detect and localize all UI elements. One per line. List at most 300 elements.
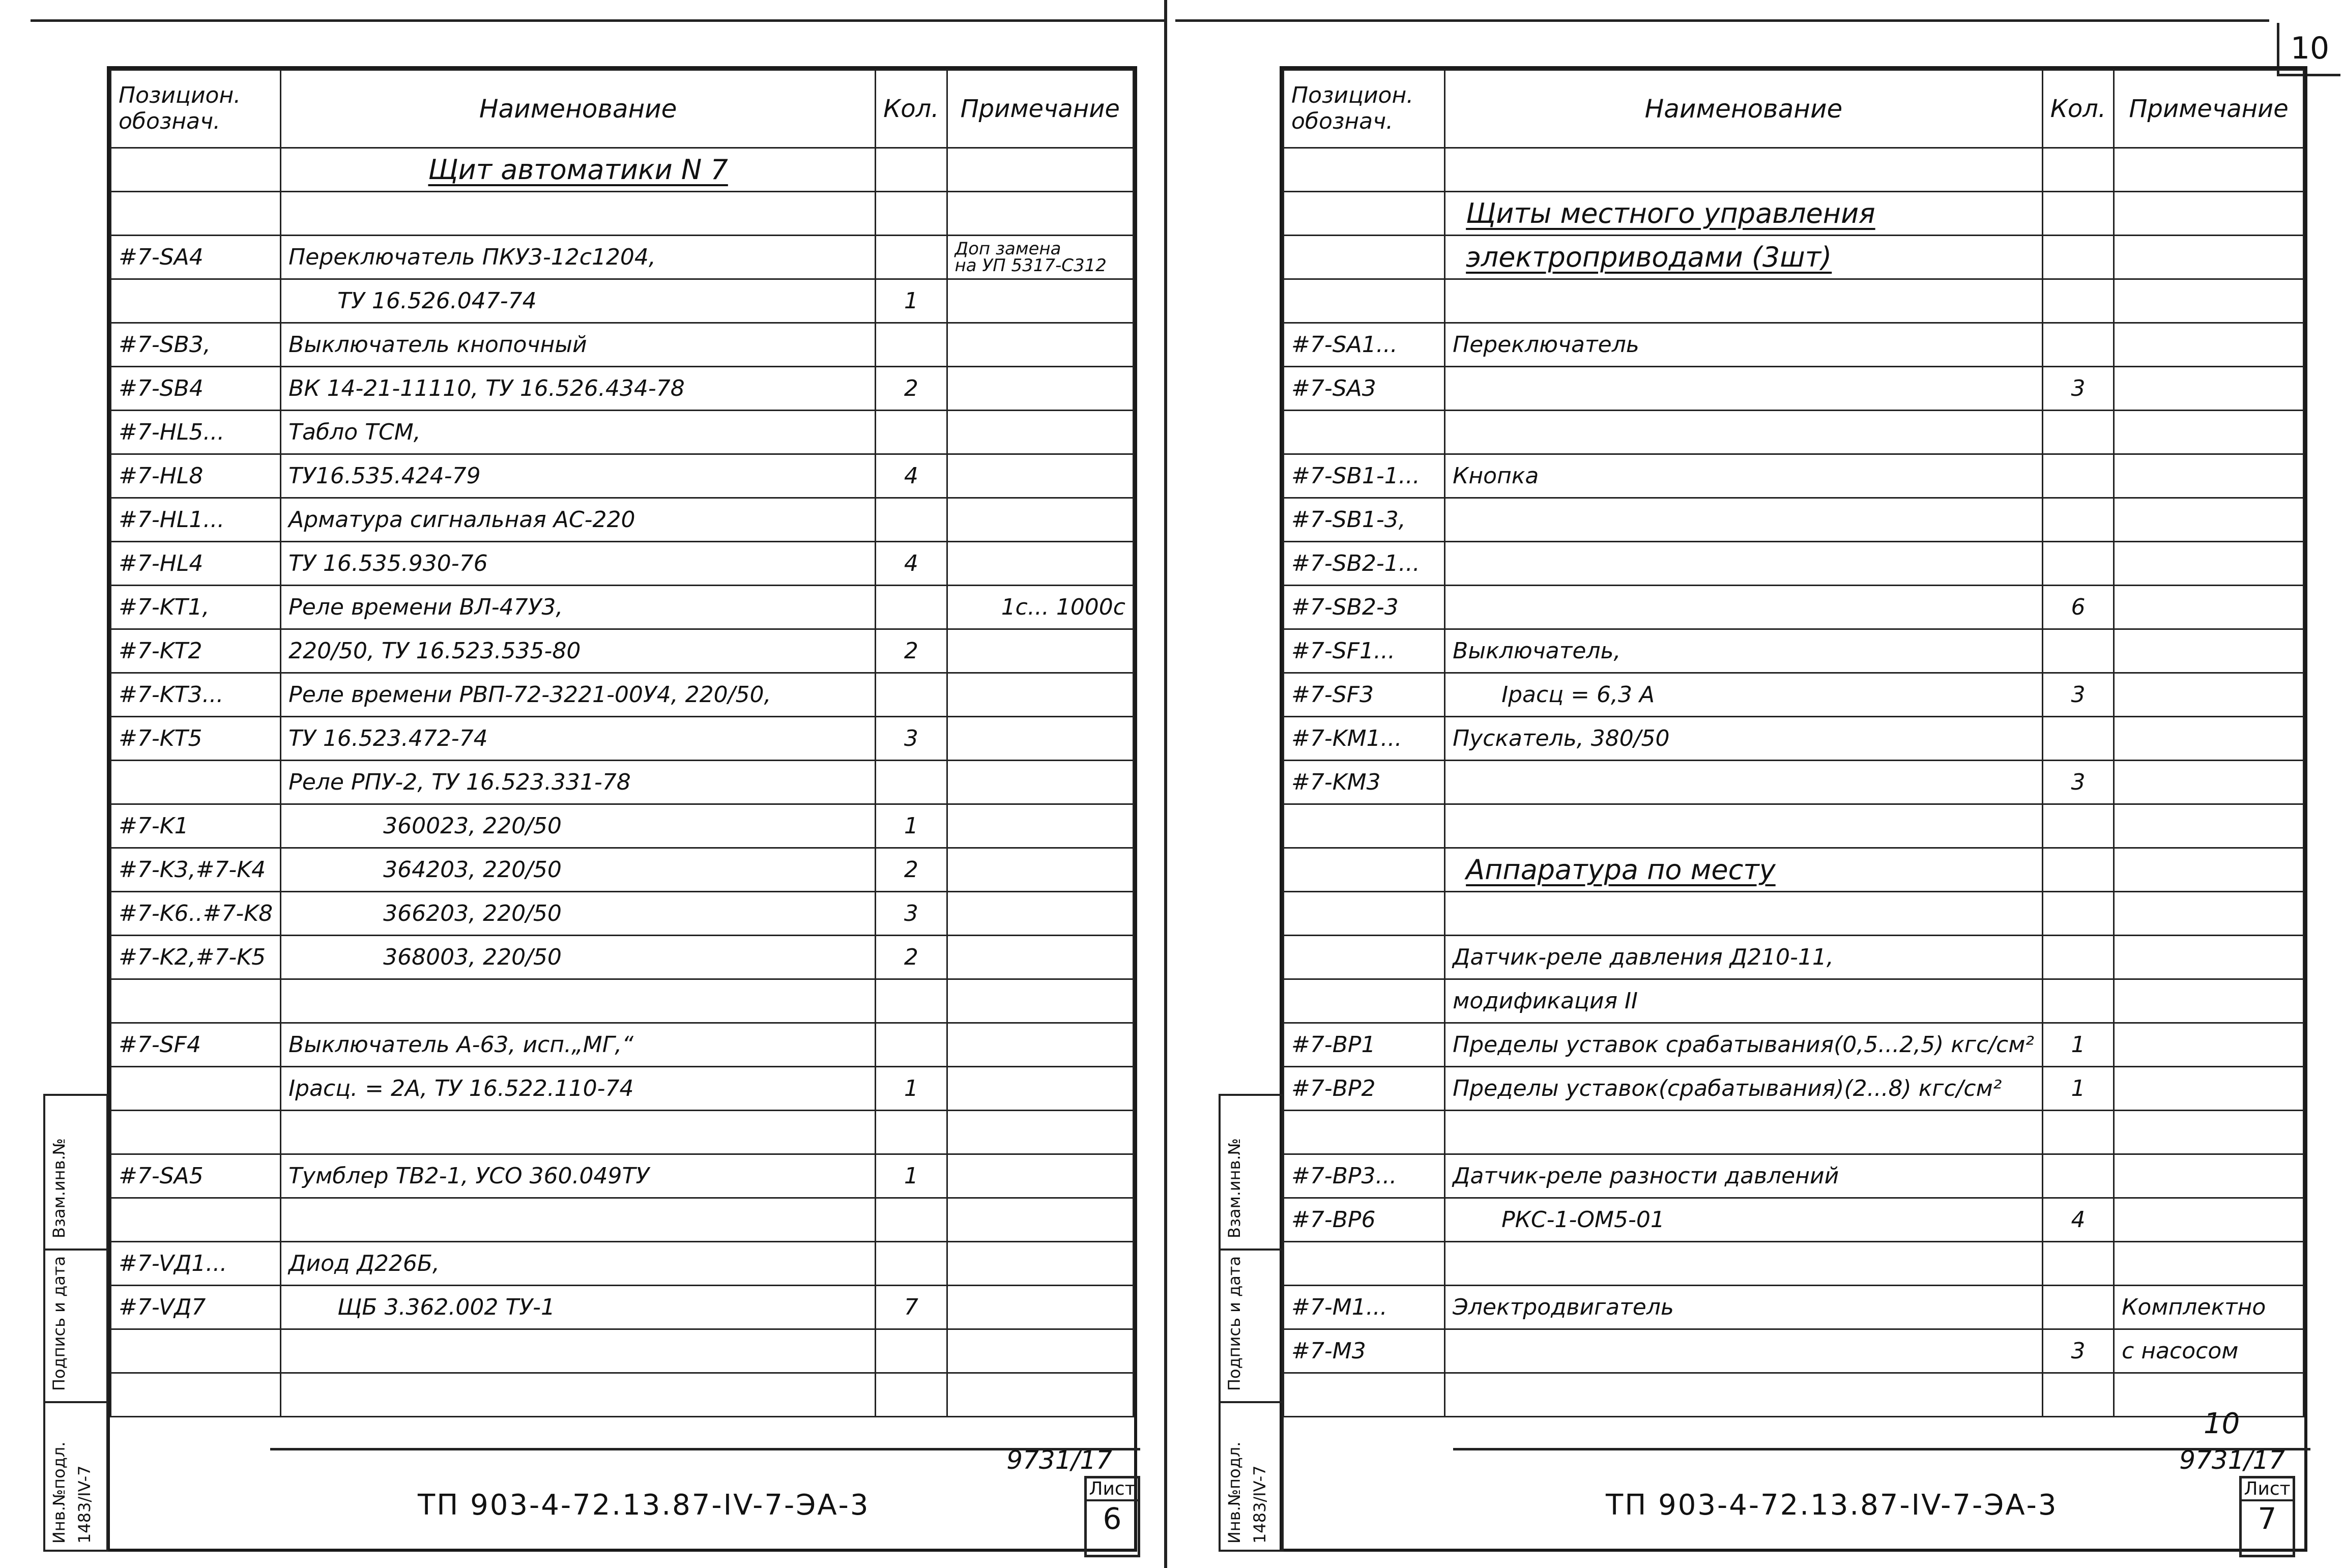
side-replace-label: Взам.инв.№: [1225, 1138, 1244, 1238]
row-name: 366203, 220/50: [281, 892, 876, 936]
table-row: [111, 936, 1134, 979]
side-inv-value: 1483/IV-7: [75, 1465, 94, 1544]
row-quantity: [876, 673, 947, 717]
row-position: #7-BP6: [1284, 1198, 1445, 1242]
row-quantity: [2042, 192, 2114, 236]
top-border-right: [1175, 19, 2269, 22]
row-name: Переключатель ПКУ3-12с1204,: [281, 236, 876, 279]
right-side-strip: [1219, 1094, 1284, 1552]
row-position: [111, 1373, 281, 1417]
table-row: [1284, 848, 2304, 892]
row-position: [1284, 848, 1445, 892]
table-row: [1284, 892, 2304, 936]
table-row: [111, 454, 1134, 498]
row-note: [947, 1242, 1133, 1286]
row-note: [2114, 411, 2304, 454]
row-name: Реле времени ВЛ-47У3,: [281, 586, 876, 629]
left-rows: [111, 236, 1134, 1417]
row-quantity: [2042, 236, 2114, 279]
row-note: [2114, 498, 2304, 542]
row-position: #7-SF1...: [1284, 629, 1445, 673]
row-note: [947, 411, 1133, 454]
row-note: [947, 279, 1133, 323]
table-row: [1284, 236, 2304, 279]
row-position: #7-HL4: [111, 542, 281, 586]
row-position: [1284, 804, 1445, 848]
table-row: [1284, 629, 2304, 673]
row-note: [947, 1329, 1133, 1373]
row-quantity: [876, 236, 947, 279]
table-row: [1284, 1111, 2304, 1154]
row-name: ТУ 16.535.930-76: [281, 542, 876, 586]
row-note: [2114, 673, 2304, 717]
table-row: [111, 848, 1134, 892]
row-name: [281, 1373, 876, 1417]
doc-number: 9731/17: [1006, 1445, 1112, 1475]
row-note: [2114, 804, 2304, 848]
row-note: [2114, 148, 2304, 192]
row-quantity: 1: [2042, 1067, 2114, 1111]
row-note: [947, 979, 1133, 1023]
row-name: Пределы уставок(срабатывания)(2...8) кгс/см²: [1445, 1067, 2043, 1111]
row-position: #7-SB3,: [111, 323, 281, 367]
row-position: [111, 979, 281, 1023]
table-row: [1284, 979, 2304, 1023]
row-position: #7-SA3: [1284, 367, 1445, 411]
row-position: [1284, 236, 1445, 279]
row-note: [947, 673, 1133, 717]
table-row: [111, 1329, 1134, 1373]
row-note: [2114, 367, 2304, 411]
row-position: [1284, 279, 1445, 323]
table-row: [1284, 1154, 2304, 1198]
row-name: [281, 1329, 876, 1373]
row-note: [947, 236, 1133, 279]
row-quantity: 4: [876, 454, 947, 498]
table-row: [1284, 936, 2304, 979]
table-row: [111, 892, 1134, 936]
table-row: [111, 1198, 1134, 1242]
row-quantity: [2042, 279, 2114, 323]
row-note: [2114, 1023, 2304, 1067]
row-name: [281, 1198, 876, 1242]
row-quantity: [876, 1111, 947, 1154]
table-row: [111, 411, 1134, 454]
row-quantity: [876, 323, 947, 367]
table-row: [1284, 1329, 2304, 1373]
row-note: [2114, 1067, 2304, 1111]
table-row: [1284, 761, 2304, 804]
row-position: #7-HL1...: [111, 498, 281, 542]
row-name: Реле РПУ-2, ТУ 16.523.331-78: [281, 761, 876, 804]
row-name: [1445, 236, 2043, 279]
table-row: [1284, 367, 2304, 411]
row-note: [947, 1286, 1133, 1329]
row-quantity: [876, 1198, 947, 1242]
row-quantity: [2042, 892, 2114, 936]
row-position: #7-SA1...: [1284, 323, 1445, 367]
row-quantity: [876, 498, 947, 542]
row-name: ВК 14-21-11110, ТУ 16.526.434-78: [281, 367, 876, 411]
table-row: [111, 586, 1134, 629]
section-title: Щит автоматики N 7: [428, 153, 728, 186]
row-position: #7-KT1,: [111, 586, 281, 629]
row-note-line: Доп замена: [954, 239, 1061, 259]
row-position: [1284, 411, 1445, 454]
row-note: [2114, 323, 2304, 367]
row-name: Арматура сигнальная АС-220: [281, 498, 876, 542]
page-divider: [1164, 0, 1167, 1568]
row-name: Iрасц. = 2А, ТУ 16.522.110-74: [281, 1067, 876, 1111]
table-row: [111, 1373, 1134, 1417]
table-row: [111, 1067, 1134, 1111]
row-quantity: [2042, 717, 2114, 761]
row-position: #7-M1...: [1284, 1286, 1445, 1329]
title-block-left: [270, 1445, 1140, 1555]
table-row: [111, 1154, 1134, 1198]
row-note: [947, 1154, 1133, 1198]
row-position: [1284, 148, 1445, 192]
row-note: [947, 454, 1133, 498]
row-note: [2114, 936, 2304, 979]
row-name: Пределы уставок срабатывания(0,5...2,5) кгс/см²: [1445, 1023, 2043, 1067]
row-note: [2114, 586, 2304, 629]
right-spec-table: [1283, 69, 2304, 1417]
sheet-number: 7: [2258, 1501, 2277, 1536]
header-pos: Позицион. обознач.: [111, 70, 281, 148]
row-quantity: 3: [876, 892, 947, 936]
section-title: электроприводами (3шт): [1466, 241, 1832, 273]
row-note: [2114, 1154, 2304, 1198]
row-quantity: [2042, 498, 2114, 542]
row-name: [1445, 1111, 2043, 1154]
row-position: [111, 761, 281, 804]
row-position: [111, 1111, 281, 1154]
row-quantity: [2042, 848, 2114, 892]
side-inv-label: Инв.№подл.: [1225, 1441, 1244, 1544]
row-quantity: 1: [876, 804, 947, 848]
row-quantity: [2042, 1111, 2114, 1154]
row-position: #7-SF4: [111, 1023, 281, 1067]
row-position: #7-KM3: [1284, 761, 1445, 804]
row-note: [947, 629, 1133, 673]
row-name: Выключатель,: [1445, 629, 2043, 673]
table-row: [1284, 411, 2304, 454]
row-name: 364203, 220/50: [281, 848, 876, 892]
side-sign-label: Подпись и дата: [1225, 1256, 1244, 1391]
row-quantity: [876, 1329, 947, 1373]
side-inv-value: 1483/IV-7: [1250, 1465, 1269, 1544]
row-name: модификация II: [1445, 979, 2043, 1023]
row-position: #7-KT5: [111, 717, 281, 761]
side-inv-label: Инв.№подл.: [49, 1441, 69, 1544]
row-quantity: 1: [2042, 1023, 2114, 1067]
row-note: [947, 542, 1133, 586]
left-spec-table: [110, 69, 1134, 1417]
row-quantity: [2042, 454, 2114, 498]
row-name: ТУ16.535.424-79: [281, 454, 876, 498]
row-name: [1445, 1242, 2043, 1286]
row-name: ЩБ 3.362.002 ТУ-1: [281, 1286, 876, 1329]
row-quantity: 3: [2042, 761, 2114, 804]
row-note: [2114, 454, 2304, 498]
row-position: #7-SF3: [1284, 673, 1445, 717]
row-quantity: [2042, 542, 2114, 586]
table-row: [111, 1242, 1134, 1286]
row-quantity: [2042, 629, 2114, 673]
row-quantity: 7: [876, 1286, 947, 1329]
table-row: [1284, 804, 2304, 848]
row-name: Выключатель кнопочный: [281, 323, 876, 367]
document-code: ТП 903-4-72.13.87-IV-7-ЭА-3: [1606, 1489, 2058, 1522]
row-name: Выключатель А-63, исп.„МГ,“: [281, 1023, 876, 1067]
table-row: [111, 717, 1134, 761]
row-note: [947, 1373, 1133, 1417]
table-row: [1284, 673, 2304, 717]
row-name: ТУ 16.523.472-74: [281, 717, 876, 761]
table-row: [1284, 148, 2304, 192]
row-quantity: 4: [2042, 1198, 2114, 1242]
table-header: [111, 70, 1134, 148]
row-position: [1284, 192, 1445, 236]
row-position: [111, 1067, 281, 1111]
table-row: [1284, 717, 2304, 761]
row-note: [947, 1023, 1133, 1067]
row-position: #7-HL8: [111, 454, 281, 498]
left-side-strip: [43, 1094, 108, 1552]
row-position: [111, 1329, 281, 1373]
row-note: [2114, 761, 2304, 804]
row-note: [2114, 542, 2304, 586]
row-quantity: 2: [876, 848, 947, 892]
row-name: РКС-1-ОМ5-01: [1445, 1198, 2043, 1242]
row-position: #7-SB4: [111, 367, 281, 411]
row-name: [1445, 1329, 2043, 1373]
row-note: [2114, 717, 2304, 761]
row-note: [947, 717, 1133, 761]
table-row: [1284, 1023, 2304, 1067]
row-note: [947, 1111, 1133, 1154]
row-quantity: 6: [2042, 586, 2114, 629]
row-position: #7-K2,#7-K5: [111, 936, 281, 979]
table-row: [1284, 323, 2304, 367]
title-block-right: [1453, 1445, 2310, 1555]
row-name: [281, 979, 876, 1023]
row-quantity: [876, 1242, 947, 1286]
table-row: [111, 1286, 1134, 1329]
row-name: [1445, 1373, 2043, 1417]
row-position: [111, 1198, 281, 1242]
table-row: [1284, 454, 2304, 498]
table-row: [111, 323, 1134, 367]
row-position: #7-SA4: [111, 236, 281, 279]
section-title: Аппаратура по месту: [1466, 853, 1776, 886]
table-row: [1284, 586, 2304, 629]
table-row: [111, 279, 1134, 323]
row-position: #7-KT3...: [111, 673, 281, 717]
row-name: Реле времени РВП-72-3221-00У4, 220/50,: [281, 673, 876, 717]
sheet-number-box: [1084, 1476, 1140, 1557]
side-replace-label: Взам.инв.№: [49, 1138, 69, 1238]
table-row: [1284, 1286, 2304, 1329]
row-quantity: 4: [876, 542, 947, 586]
table-header: [1284, 70, 2304, 148]
sheet-number: 6: [1103, 1501, 1122, 1536]
row-quantity: [876, 411, 947, 454]
row-name: [1445, 148, 2043, 192]
row-quantity: [876, 586, 947, 629]
right-sheet: [1280, 66, 2307, 1552]
row-note: [2114, 1242, 2304, 1286]
page-mark: 10: [2204, 1407, 2240, 1440]
table-row: [111, 1111, 1134, 1154]
table-row: [111, 804, 1134, 848]
table-row: [1284, 1067, 2304, 1111]
doc-number: 9731/17: [2179, 1445, 2285, 1475]
row-name: [1445, 498, 2043, 542]
row-name: Пускатель, 380/50: [1445, 717, 2043, 761]
row-position: #7-BP1: [1284, 1023, 1445, 1067]
header-name: Наименование: [1445, 70, 2043, 148]
row-name: Табло ТСМ,: [281, 411, 876, 454]
table-row: [1284, 1242, 2304, 1286]
row-position: [1284, 936, 1445, 979]
row-quantity: [876, 979, 947, 1023]
row-quantity: [2042, 936, 2114, 979]
row-note: [2114, 892, 2304, 936]
row-note: [947, 936, 1133, 979]
row-position: #7-BP3...: [1284, 1154, 1445, 1198]
row-name: Кнопка: [1445, 454, 2043, 498]
row-position: #7-KM1...: [1284, 717, 1445, 761]
row-name: [1445, 848, 2043, 892]
top-border-left: [31, 19, 1165, 22]
row-name: [1445, 892, 2043, 936]
row-name: [1445, 279, 2043, 323]
row-quantity: 1: [876, 1067, 947, 1111]
row-position: #7-VД1...: [111, 1242, 281, 1286]
row-position: [1284, 1242, 1445, 1286]
row-quantity: 1: [876, 279, 947, 323]
row-note: [947, 804, 1133, 848]
row-name: [1445, 367, 2043, 411]
row-note: [2114, 1111, 2304, 1154]
row-position: #7-M3: [1284, 1329, 1445, 1373]
row-quantity: 3: [876, 717, 947, 761]
table-row: [1284, 498, 2304, 542]
row-note-line: на УП 5317-С312: [954, 255, 1107, 276]
row-position: #7-K3,#7-K4: [111, 848, 281, 892]
section-title: Щиты местного управления: [1466, 197, 1875, 229]
row-position: #7-BP2: [1284, 1067, 1445, 1111]
row-position: #7-SA5: [111, 1154, 281, 1198]
table-row: [111, 673, 1134, 717]
left-sheet: [107, 66, 1137, 1552]
row-name: [1445, 761, 2043, 804]
side-sign-label: Подпись и дата: [49, 1256, 69, 1391]
row-position: #7-HL5...: [111, 411, 281, 454]
row-name: 360023, 220/50: [281, 804, 876, 848]
row-name: [1445, 804, 2043, 848]
row-note: [2114, 279, 2304, 323]
row-quantity: 2: [876, 367, 947, 411]
header-name: Наименование: [281, 70, 876, 148]
row-quantity: 1: [876, 1154, 947, 1198]
row-position: [1284, 1111, 1445, 1154]
header-kol: Кол.: [2042, 70, 2114, 148]
row-note: с насосом: [2114, 1329, 2304, 1373]
row-position: #7-SB2-3: [1284, 586, 1445, 629]
section-title-row: [111, 148, 1134, 192]
row-note: [2114, 1198, 2304, 1242]
row-quantity: 3: [2042, 1329, 2114, 1373]
row-quantity: [2042, 1373, 2114, 1417]
row-note: [947, 323, 1133, 367]
row-note: [947, 892, 1133, 936]
row-quantity: [2042, 1242, 2114, 1286]
row-note: [947, 761, 1133, 804]
row-name: [281, 1111, 876, 1154]
row-note: [947, 848, 1133, 892]
sheet-label: Лист: [1087, 1478, 1138, 1501]
row-quantity: [2042, 411, 2114, 454]
document-code: ТП 903-4-72.13.87-IV-7-ЭА-3: [418, 1489, 870, 1522]
table-row: [111, 761, 1134, 804]
table-row: [1284, 1198, 2304, 1242]
row-quantity: [2042, 148, 2114, 192]
header-note: Примечание: [2114, 70, 2304, 148]
row-quantity: [876, 1023, 947, 1067]
row-quantity: [876, 761, 947, 804]
row-position: #7-SB1-1...: [1284, 454, 1445, 498]
table-row: [111, 367, 1134, 411]
row-note: [2114, 629, 2304, 673]
table-row: [1284, 192, 2304, 236]
table-row: [1284, 1373, 2304, 1417]
row-name: Диод Д226Б,: [281, 1242, 876, 1286]
row-name: Тумблер ТВ2-1, УСО 360.049ТУ: [281, 1154, 876, 1198]
header-pos: Позицион. обознач.: [1284, 70, 1445, 148]
table-row: [111, 629, 1134, 673]
row-name: Iрасц = 6,3 А: [1445, 673, 2043, 717]
row-note: Комплектно: [2114, 1286, 2304, 1329]
row-position: #7-VД7: [111, 1286, 281, 1329]
row-note: [2114, 979, 2304, 1023]
row-note: 1с... 1000с: [947, 586, 1133, 629]
row-name: Датчик-реле разности давлений: [1445, 1154, 2043, 1198]
row-name: 220/50, ТУ 16.523.535-80: [281, 629, 876, 673]
row-quantity: [2042, 323, 2114, 367]
row-name: Переключатель: [1445, 323, 2043, 367]
table-row: [1284, 542, 2304, 586]
row-name: Датчик-реле давления Д210-11,: [1445, 936, 2043, 979]
right-rows: [1284, 148, 2304, 1417]
row-position: [1284, 979, 1445, 1023]
row-position: #7-SB1-3,: [1284, 498, 1445, 542]
row-name: Электродвигатель: [1445, 1286, 2043, 1329]
row-note: [2114, 236, 2304, 279]
row-quantity: 3: [2042, 673, 2114, 717]
table-row: [111, 236, 1134, 279]
table-row: [1284, 279, 2304, 323]
row-name: [1445, 586, 2043, 629]
row-quantity: [2042, 804, 2114, 848]
row-note: [947, 1067, 1133, 1111]
table-row: [111, 979, 1134, 1023]
row-position: #7-SB2-1...: [1284, 542, 1445, 586]
row-position: [111, 279, 281, 323]
row-note: [947, 498, 1133, 542]
